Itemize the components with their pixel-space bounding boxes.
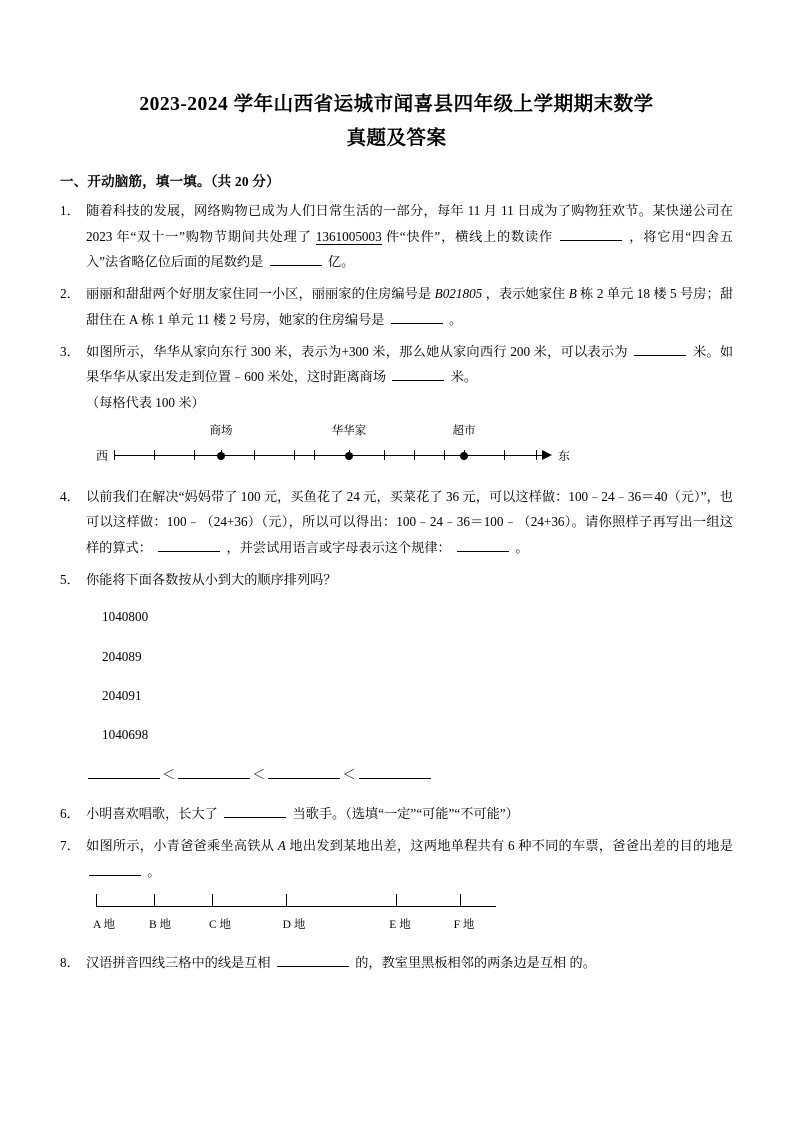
- q1-text-a: 随着科技的发展，网络购物已成为人们日常生活的一部分，每年 11 月 11 日成为了购物狂欢节。某快递公司在 2023 年“双十一”购物节期间共处理了: [86, 203, 733, 244]
- question-number: 5．: [60, 572, 80, 588]
- q4-blank-1[interactable]: [158, 538, 220, 552]
- q5-op-2: ＜: [252, 766, 267, 782]
- route-stop: A 地: [92, 919, 116, 932]
- list-item: 204091: [102, 688, 142, 704]
- q1-blank-1[interactable]: [560, 226, 622, 240]
- question-number: 2．: [60, 286, 80, 302]
- route-stop: F 地: [453, 919, 475, 932]
- question-6: [60, 801, 733, 826]
- q3-text-c: 米。: [450, 369, 477, 385]
- q4-text-b: ，并尝试用语言或字母表示这个规律：: [226, 539, 451, 555]
- q6-blank-1[interactable]: [224, 804, 286, 818]
- question-text: [86, 484, 733, 560]
- number-line-labels: [96, 422, 733, 442]
- q7-blank-1[interactable]: [89, 862, 141, 876]
- question-number: 4．: [60, 489, 80, 504]
- q2-code: B021805: [434, 286, 483, 302]
- q2-letter: B: [568, 286, 577, 302]
- question-text: [86, 281, 733, 332]
- q5-op-1: ＜: [162, 766, 177, 782]
- q1-text-b: 件“快件”，横线上的数读作: [385, 228, 554, 244]
- label-home: 华华家: [331, 425, 367, 437]
- list-item: 1040800: [102, 609, 149, 625]
- route-stop: E 地: [389, 919, 411, 932]
- q5-blank-2[interactable]: [178, 765, 250, 779]
- number-line-axis: [114, 455, 544, 456]
- question-text: [86, 833, 733, 884]
- q1-underlined-number: 1361005003: [315, 228, 382, 244]
- q2-blank-1[interactable]: [391, 309, 443, 323]
- q2-text-a: 丽丽和甜甜两个好朋友家住同一小区，丽丽家的住房编号是: [86, 286, 432, 302]
- title-line-1: 2023-2024 学年山西省运城市闻喜县四年级上学期期末数学: [139, 94, 654, 115]
- q6-text-a: 小明喜欢唱歌，长大了: [86, 806, 218, 822]
- q1-blank-2[interactable]: [270, 252, 322, 266]
- question-number: 6．: [60, 806, 80, 822]
- direction-east-label: 东: [558, 449, 571, 463]
- figure-number-line: [60, 422, 733, 480]
- q5-ordering-row: [86, 762, 733, 787]
- question-3: [60, 339, 733, 415]
- route-stop: D 地: [282, 919, 306, 932]
- question-number: 7．: [60, 838, 80, 854]
- question-number: 3．: [60, 343, 80, 359]
- q8-blank-1[interactable]: [277, 953, 349, 967]
- question-number: 1．: [60, 203, 80, 219]
- q4-blank-2[interactable]: [457, 538, 509, 552]
- q8-text-a: 汉语拼音四线三格中的线是互相: [86, 955, 271, 971]
- question-4: [60, 484, 733, 560]
- q2-text-b: ，表示她家住: [485, 286, 566, 302]
- q5-blank-3[interactable]: [268, 765, 340, 779]
- q5-prompt: 你能将下面各数按从小到大的顺序排列吗？: [86, 572, 337, 588]
- list-item: 1040698: [102, 727, 149, 743]
- question-1: [60, 198, 733, 274]
- q2-text-c: 栋 2 单元 18 楼 5 号房；甜甜住在 A 栋 1 单元 11 楼 2 号房，她家的住房编号是: [86, 286, 734, 327]
- q8-text-c: 的。: [569, 955, 596, 971]
- question-7: [60, 833, 733, 884]
- question-5: [60, 567, 733, 791]
- q6-text-b: 当歌手。（选填“一定”“可能”“不可能”）: [292, 806, 519, 822]
- q3-text-b: 米。如果华华从家出发走到位置﹣600 米处，这时距离商场: [86, 343, 734, 385]
- q4-text-c: 。: [515, 539, 529, 555]
- question-8: [60, 950, 733, 975]
- q8-text-b: 的，教室里黑板相邻的两条边是互相: [355, 955, 567, 971]
- q7-text-c: 。: [147, 863, 161, 879]
- q1-text-c: ，将它用“四舍五入”法省略亿位后面的尾数约是: [86, 228, 734, 269]
- q3-blank-1[interactable]: [634, 342, 686, 356]
- route-axis-area: [96, 892, 496, 914]
- q3-note: （每格代表 100 米）: [86, 394, 205, 410]
- label-mall: 商场: [209, 425, 233, 437]
- title-line-2: 真题及答案: [346, 128, 447, 150]
- number-line-axis-area: [96, 442, 576, 468]
- q1-text-d: 亿。: [327, 253, 355, 269]
- question-2: [60, 281, 733, 332]
- q7-text-b: 地出发到某地出差，这两地单程共有 6 种不同的车票，爸爸出差的目的地是: [289, 838, 734, 854]
- question-text: [86, 950, 733, 975]
- q7-text-a: 如图所示，小青爸爸乘坐高铁从: [86, 838, 275, 854]
- page-title: [60, 88, 733, 156]
- question-text: [86, 567, 733, 791]
- route-stop: C 地: [208, 919, 232, 932]
- q2-text-d: 。: [449, 311, 463, 327]
- label-supermarket: 超市: [452, 425, 476, 437]
- figure-route-line: [60, 892, 733, 944]
- q3-text-a: 如图所示，华华从家向东行 300 米，表示为+300 米，那么她从家向西行 200 米，可以表示为: [86, 343, 628, 359]
- route-axis: [96, 906, 496, 907]
- route-stop-labels: [92, 916, 496, 934]
- q3-blank-2[interactable]: [392, 367, 444, 381]
- number-line-arrow-icon: [542, 450, 552, 460]
- section-heading: 一、开动脑筋，填一填。（共 20 分）: [60, 174, 280, 190]
- list-item: 204089: [102, 648, 142, 664]
- direction-west-label: 西: [96, 449, 109, 463]
- question-text: [86, 339, 733, 415]
- question-text: [86, 198, 733, 274]
- q4-text-a: 以前我们在解决“妈妈带了 100 元，买鱼花了 24 元，买菜花了 36 元，可以这样做：100﹣24﹣36＝40（元）”，也可以这样做：100﹣（24+36）（元），所以可以得出：100﹣24﹣36＝100﹣（24+36）。请你照样子再写出一组这样的算式：: [86, 489, 733, 555]
- question-text: [86, 801, 733, 826]
- q5-blank-1[interactable]: [88, 765, 160, 779]
- q5-blank-4[interactable]: [359, 765, 431, 779]
- q5-number-list: [86, 604, 733, 747]
- question-number: 8．: [60, 955, 80, 971]
- route-stop: B 地: [148, 919, 172, 932]
- q5-op-3: ＜: [342, 766, 357, 782]
- q7-letter: A: [277, 838, 286, 854]
